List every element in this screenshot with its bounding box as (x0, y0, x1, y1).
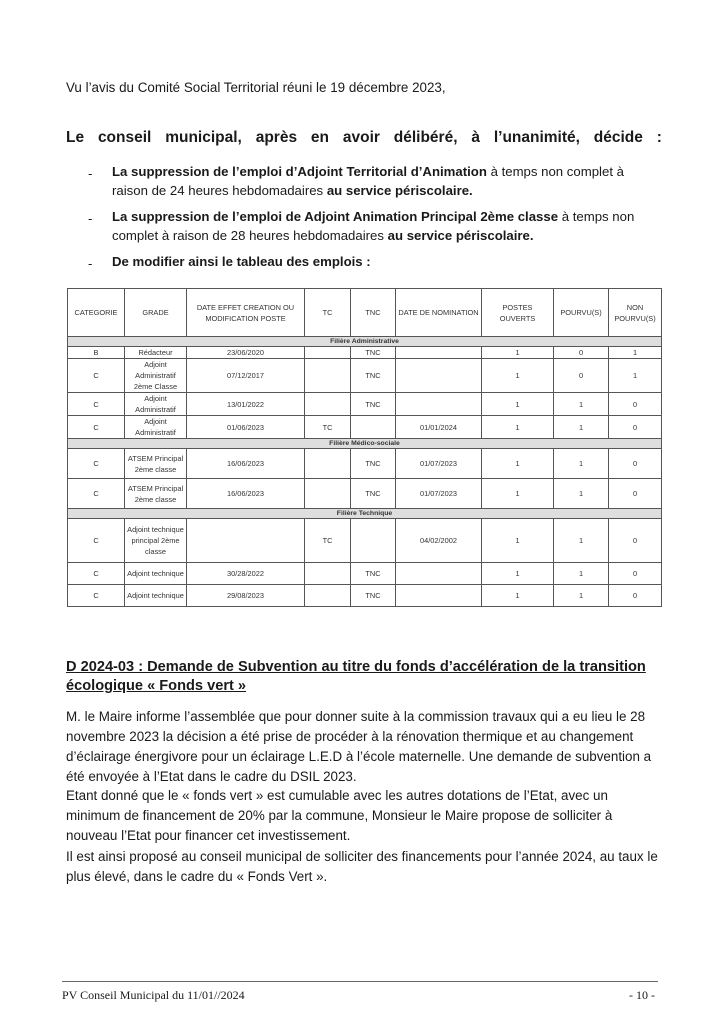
table-cell: B (68, 347, 125, 359)
footer-divider (62, 981, 658, 982)
decide-word: municipal, (165, 129, 242, 146)
jobs-table (67, 288, 662, 607)
deliberation-title: D 2024-03 : Demande de Subvention au titre du fonds d’accélération de la transition écologique « Fonds vert » (66, 659, 646, 694)
table-cell: ATSEM Principal 2ème classe (125, 449, 187, 479)
table-cell: 1 (554, 479, 609, 509)
column-header: DATE DE NOMINATION (396, 289, 482, 337)
decide-word: avoir (342, 129, 380, 146)
table-cell: C (68, 393, 125, 416)
column-header: TNC (351, 289, 396, 337)
decision-item-bold: La suppression de l’emploi d’Adjoint Territorial d’Animation (112, 164, 487, 179)
table-cell: 29/08/2023 (187, 585, 305, 607)
table-cell: 1 (482, 449, 554, 479)
table-cell (396, 563, 482, 585)
column-header: DATE EFFET CREATION OU MODIFICATION POSTE (187, 289, 305, 337)
table-cell (305, 479, 351, 509)
table-cell: TNC (351, 359, 396, 393)
table-cell: 1 (554, 585, 609, 607)
table-cell: 1 (609, 359, 662, 393)
decide-word: après (255, 129, 298, 146)
table-row (68, 416, 662, 439)
table-row (68, 563, 662, 585)
table-cell: 0 (609, 479, 662, 509)
intro-text: Vu l’avis du Comité Social Territorial réuni le 19 décembre 2023, (66, 80, 446, 95)
table-cell: 07/12/2017 (187, 359, 305, 393)
table-cell: 1 (554, 563, 609, 585)
table-cell: TNC (351, 449, 396, 479)
decision-item-text: à temps non complet à raison de 24 heures hebdomadaires (112, 164, 624, 198)
decision-item-service: au service périscolaire. (387, 227, 534, 243)
table-cell: 0 (554, 347, 609, 359)
decision-heading (66, 128, 662, 148)
table-cell: TC (305, 519, 351, 563)
table-cell: TNC (351, 585, 396, 607)
filiere-title: Filière Administrative (68, 337, 662, 347)
table-cell: TNC (351, 347, 396, 359)
table-cell: 0 (609, 416, 662, 439)
table-cell: 30/28/2022 (187, 563, 305, 585)
table-cell (305, 393, 351, 416)
column-header: CATEGORIE (68, 289, 125, 337)
table-row (68, 449, 662, 479)
table-cell (305, 563, 351, 585)
filiere-title: Filière Médico-sociale (68, 439, 662, 449)
table-cell (396, 359, 482, 393)
table-cell: C (68, 359, 125, 393)
table-cell: 0 (554, 359, 609, 393)
table-cell: 01/06/2023 (187, 416, 305, 439)
table-cell (305, 449, 351, 479)
decision-list (88, 163, 662, 280)
table-cell: C (68, 416, 125, 439)
decision-item-service: au service périscolaire. (326, 182, 473, 198)
table-cell: 0 (609, 563, 662, 585)
table-cell: Adjoint technique principal 2ème classe (125, 519, 187, 563)
table-cell: Adjoint technique (125, 585, 187, 607)
table-cell (305, 347, 351, 359)
decide-word: l’unanimité, (493, 129, 580, 146)
table-body (68, 337, 662, 607)
table-header-row (68, 289, 662, 337)
filiere-title: Filière Technique (68, 509, 662, 519)
table-cell: 1 (482, 347, 554, 359)
table-cell: 1 (482, 393, 554, 416)
decide-word: en (310, 129, 330, 146)
table-cell: 0 (609, 585, 662, 607)
table-row (68, 347, 662, 359)
table-cell: 1 (609, 347, 662, 359)
paragraph: Il est ainsi proposé au conseil municipal de solliciter des financements pour l’année 2024, au taux le plus élevé, dans le cadre du « Fonds Vert ». (66, 849, 658, 884)
paragraph: M. le Maire informe l’assemblée que pour donner suite à la commission travaux qui a eu lieu le 28 novembre 2023 la décision a été prise de procéder à la rénovation thermique et au changement d’éclairage énergivore pour un éclairage L.E.D à l’école maternelle. Une demande de subvention a été envoyée à l’Etat dans le cadre du DSIL 2023. (66, 709, 652, 784)
paragraph: Etant donné que le « fonds vert » est cumulable avec les autres dotations de l’Etat, avec un minimum de financement de 20% par la commune, Monsieur le Maire propose de solliciter à nouveau l’Etat pour financer cet investissement. (66, 788, 613, 843)
table-cell: 1 (554, 416, 609, 439)
table-cell: 01/07/2023 (396, 449, 482, 479)
table-cell: 1 (554, 449, 609, 479)
column-header: NON POURVU(S) (609, 289, 662, 337)
table-cell: 16/06/2023 (187, 479, 305, 509)
table-cell (351, 519, 396, 563)
table-cell: C (68, 585, 125, 607)
table-row (68, 585, 662, 607)
table-cell: Rédacteur (125, 347, 187, 359)
table-cell: ATSEM Principal 2ème classe (125, 479, 187, 509)
table-cell: Adjoint technique (125, 563, 187, 585)
column-header: POSTES OUVERTS (482, 289, 554, 337)
column-header: TC (305, 289, 351, 337)
table-cell: 1 (482, 416, 554, 439)
table-cell (305, 585, 351, 607)
decide-word: à (471, 129, 480, 146)
table-cell: 0 (609, 393, 662, 416)
decide-word: : (656, 129, 662, 146)
table-cell: 1 (554, 393, 609, 416)
table-row (68, 479, 662, 509)
table-cell: Adjoint Administratif (125, 416, 187, 439)
table-cell: 1 (482, 585, 554, 607)
filiere-row (68, 337, 662, 347)
table-cell: 04/02/2002 (396, 519, 482, 563)
decision-item (88, 208, 662, 245)
table-row (68, 393, 662, 416)
table-cell: 13/01/2022 (187, 393, 305, 416)
table-cell: 1 (482, 479, 554, 509)
table-cell (396, 585, 482, 607)
table-cell (187, 519, 305, 563)
decide-word: décide (593, 129, 643, 146)
table-cell: 1 (482, 359, 554, 393)
decide-word: Le (66, 129, 85, 146)
table-cell: 23/06/2020 (187, 347, 305, 359)
table-cell: Adjoint Administratif 2ème Classe (125, 359, 187, 393)
decision-item-bold: De modifier ainsi le tableau des emplois : (112, 254, 371, 269)
table-cell: 01/07/2023 (396, 479, 482, 509)
filiere-row (68, 439, 662, 449)
table-cell (351, 416, 396, 439)
table-cell: 1 (554, 519, 609, 563)
table-cell: TNC (351, 479, 396, 509)
table-cell: 1 (482, 519, 554, 563)
table-row (68, 359, 662, 393)
table-cell: 1 (482, 563, 554, 585)
footer-title: PV Conseil Municipal du 11/01//2024 (62, 988, 245, 1002)
decision-item (88, 163, 662, 200)
table-cell: TNC (351, 393, 396, 416)
table-cell: C (68, 519, 125, 563)
table-cell (396, 393, 482, 416)
table-cell: TC (305, 416, 351, 439)
column-header: GRADE (125, 289, 187, 337)
table-cell: 0 (609, 519, 662, 563)
filiere-row (68, 509, 662, 519)
table-cell: C (68, 563, 125, 585)
table-cell: TNC (351, 563, 396, 585)
table-cell: C (68, 479, 125, 509)
table-cell: Adjoint Administratif (125, 393, 187, 416)
column-header: POURVU(S) (554, 289, 609, 337)
table-cell: 0 (609, 449, 662, 479)
decision-item-bold: La suppression de l’emploi de Adjoint Animation Principal 2ème classe (112, 209, 559, 224)
table-cell (396, 347, 482, 359)
table-row (68, 519, 662, 563)
decision-item-text: à temps non complet à raison de 28 heures hebdomadaires (112, 209, 635, 243)
table-cell: 01/01/2024 (396, 416, 482, 439)
table-cell: 16/06/2023 (187, 449, 305, 479)
page-number: - 10 - (629, 988, 655, 1002)
decide-word: délibéré, (393, 129, 458, 146)
decision-item (88, 253, 662, 272)
decide-word: conseil (97, 129, 152, 146)
table-cell (305, 359, 351, 393)
table-cell: C (68, 449, 125, 479)
